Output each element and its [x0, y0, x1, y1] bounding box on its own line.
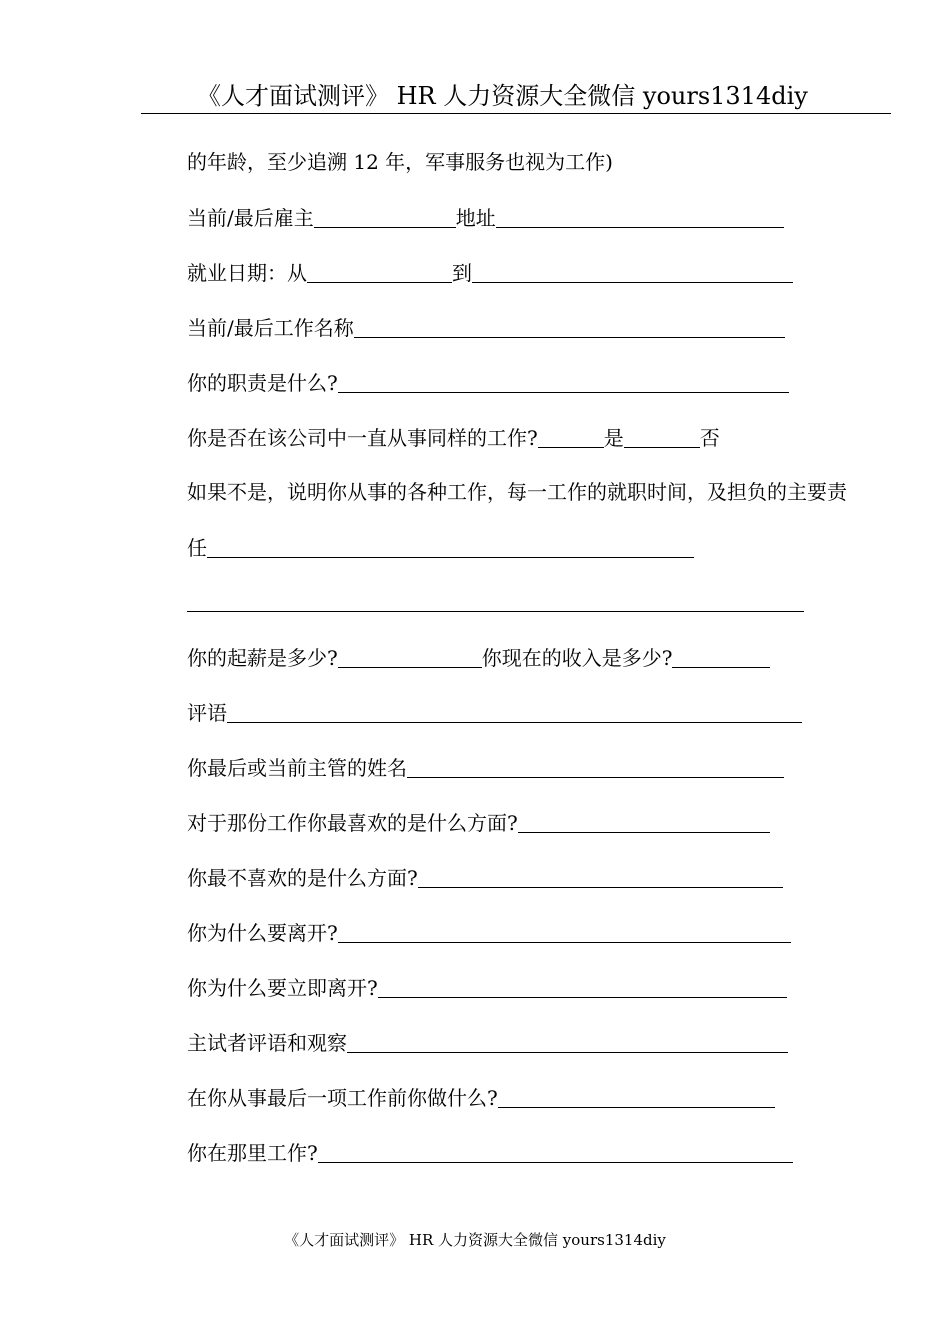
job-title-field[interactable] — [354, 317, 785, 338]
if-not-row-1 — [187, 479, 847, 505]
interviewer-row — [187, 1029, 788, 1056]
if-not-row-2 — [187, 534, 694, 561]
employment-dates-row — [187, 259, 793, 286]
where-work-row — [187, 1139, 793, 1166]
same-job-label: 你是否在该公司中一直从事同样的工作? — [187, 426, 538, 450]
why-leave-now-field[interactable] — [378, 977, 787, 998]
before-last-job-label: 在你从事最后一项工作前你做什么? — [187, 1086, 498, 1110]
page-footer: 《人才面试测评》 HR 人力资源大全微信 yours1314diy — [284, 1231, 666, 1249]
liked-least-row — [187, 864, 783, 891]
why-leave-row — [187, 919, 791, 946]
where-work-label: 你在那里工作? — [187, 1141, 318, 1165]
address-label: 地址 — [455, 206, 496, 230]
address-field[interactable] — [496, 207, 784, 228]
if-not-text-2: 任 — [187, 536, 207, 560]
liked-least-field[interactable] — [418, 867, 783, 888]
current-income-field[interactable] — [672, 647, 770, 668]
duties-row — [187, 369, 789, 396]
supervisor-row — [187, 754, 784, 781]
no-blank[interactable] — [624, 427, 700, 448]
employment-dates-label: 就业日期：从 — [187, 261, 307, 285]
liked-most-label: 对于那份工作你最喜欢的是什么方面? — [187, 811, 518, 835]
liked-most-field[interactable] — [518, 812, 770, 833]
interviewer-field[interactable] — [347, 1032, 788, 1053]
employer-field[interactable] — [314, 207, 456, 228]
interviewer-label: 主试者评语和观察 — [187, 1031, 347, 1055]
why-leave-now-label: 你为什么要立即离开? — [187, 976, 378, 1000]
date-from-field[interactable] — [307, 262, 452, 283]
before-last-job-row — [187, 1084, 775, 1111]
yes-label: 是 — [603, 426, 624, 450]
date-to-field[interactable] — [472, 262, 793, 283]
no-label: 否 — [699, 426, 720, 450]
current-income-label: 你现在的收入是多少? — [481, 646, 673, 670]
if-not-text-1: 如果不是，说明你从事的各种工作，每一工作的就职时间，及担负的主要责 — [187, 480, 847, 504]
liked-least-label: 你最不喜欢的是什么方面? — [187, 866, 418, 890]
before-last-job-field[interactable] — [498, 1087, 775, 1108]
why-leave-now-row — [187, 974, 787, 1001]
comments-row — [187, 699, 802, 726]
comments-label: 评语 — [187, 701, 227, 725]
job-history-field[interactable] — [207, 537, 694, 558]
job-history-extra-line[interactable] — [187, 611, 804, 612]
salary-row — [187, 644, 770, 671]
employer-label: 当前/最后雇主 — [187, 206, 314, 230]
why-leave-field[interactable] — [338, 922, 791, 943]
duties-label: 你的职责是什么? — [187, 371, 338, 395]
supervisor-field[interactable] — [407, 757, 784, 778]
job-title-row — [187, 314, 785, 341]
yes-blank[interactable] — [538, 427, 604, 448]
employment-note-text: 的年龄，至少追溯 12 年，军事服务也视为工作) — [187, 150, 613, 174]
why-leave-label: 你为什么要离开? — [187, 921, 338, 945]
page-header — [141, 78, 891, 114]
employment-note-line — [187, 149, 613, 175]
liked-most-row — [187, 809, 770, 836]
header-title: 《人才面试测评》 HR 人力资源大全微信 yours1314diy — [197, 82, 808, 110]
employer-row — [187, 204, 784, 231]
same-job-row — [187, 424, 720, 451]
job-title-label: 当前/最后工作名称 — [187, 316, 354, 340]
starting-salary-label: 你的起薪是多少? — [187, 646, 338, 670]
supervisor-label: 你最后或当前主管的姓名 — [187, 756, 407, 780]
comments-field[interactable] — [227, 702, 802, 723]
duties-field[interactable] — [338, 372, 789, 393]
starting-salary-field[interactable] — [338, 647, 482, 668]
where-work-field[interactable] — [318, 1142, 793, 1163]
to-label: 到 — [452, 261, 472, 285]
